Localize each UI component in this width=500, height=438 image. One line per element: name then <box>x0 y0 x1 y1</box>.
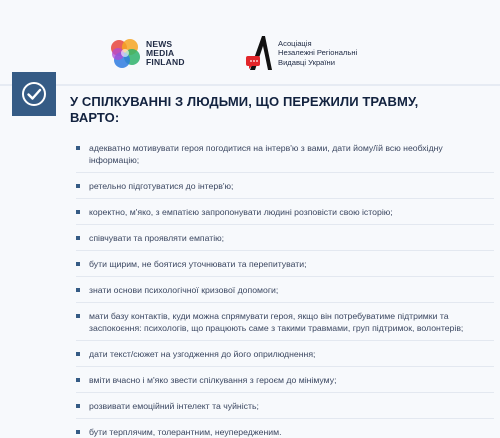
list-item: бути щирим, не боятися уточнювати та перепитувати; <box>76 258 494 270</box>
divider <box>76 224 494 225</box>
divider <box>76 172 494 173</box>
divider <box>76 418 494 419</box>
news-media-finland-wordmark: NEWS MEDIA FINLAND <box>146 38 185 67</box>
list-item: мати базу контактів, куди можна спрямувати героя, якщо він потребуватиме підтримки та заспокоєння: психологів, що працюють саме з такими травмами, груп підтримок, волонтерів; <box>76 310 494 334</box>
divider <box>76 250 494 251</box>
advice-list <box>76 142 494 438</box>
list-item: розвивати емоційний інтелект та чуйність; <box>76 400 494 412</box>
list-item: вміти вчасно і м'яко звести спілкування з героєм до мінімуму; <box>76 374 494 386</box>
list-item: адекватно мотивувати героя погодитися на інтерв'ю з вами, дати йому/їй всю необхідну інформацію; <box>76 142 494 166</box>
divider <box>76 276 494 277</box>
list-item: знати основи психологічної кризової допомоги; <box>76 284 494 296</box>
letter-a-speech-bubble-icon <box>246 34 274 72</box>
check-circle-icon <box>19 79 49 109</box>
divider <box>76 340 494 341</box>
check-badge <box>12 72 56 116</box>
list-item: співчувати та проявляти емпатію; <box>76 232 494 244</box>
divider <box>76 198 494 199</box>
association-wordmark: Асоціація Незалежні Регіональні Видавці України <box>278 38 358 67</box>
association-logo <box>246 34 357 72</box>
header-divider <box>0 84 500 86</box>
divider <box>76 302 494 303</box>
news-media-finland-logo <box>108 36 185 70</box>
list-item: коректно, м'яко, з емпатією запропонувати людині розповісти свою історію; <box>76 206 494 218</box>
list-item: бути терплячим, толерантним, неупередженим. <box>76 426 494 438</box>
page-heading: У СПІЛКУВАННІ З ЛЮДЬМИ, ЩО ПЕРЕЖИЛИ ТРАВМУ, ВАРТО: <box>70 94 419 125</box>
divider <box>76 392 494 393</box>
divider <box>76 366 494 367</box>
logos-bar <box>0 34 500 74</box>
list-item: дати текст/сюжет на узгодження до його оприлюднення; <box>76 348 494 360</box>
colorful-flower-icon <box>108 36 142 70</box>
list-item: ретельно підготуватися до інтерв'ю; <box>76 180 494 192</box>
